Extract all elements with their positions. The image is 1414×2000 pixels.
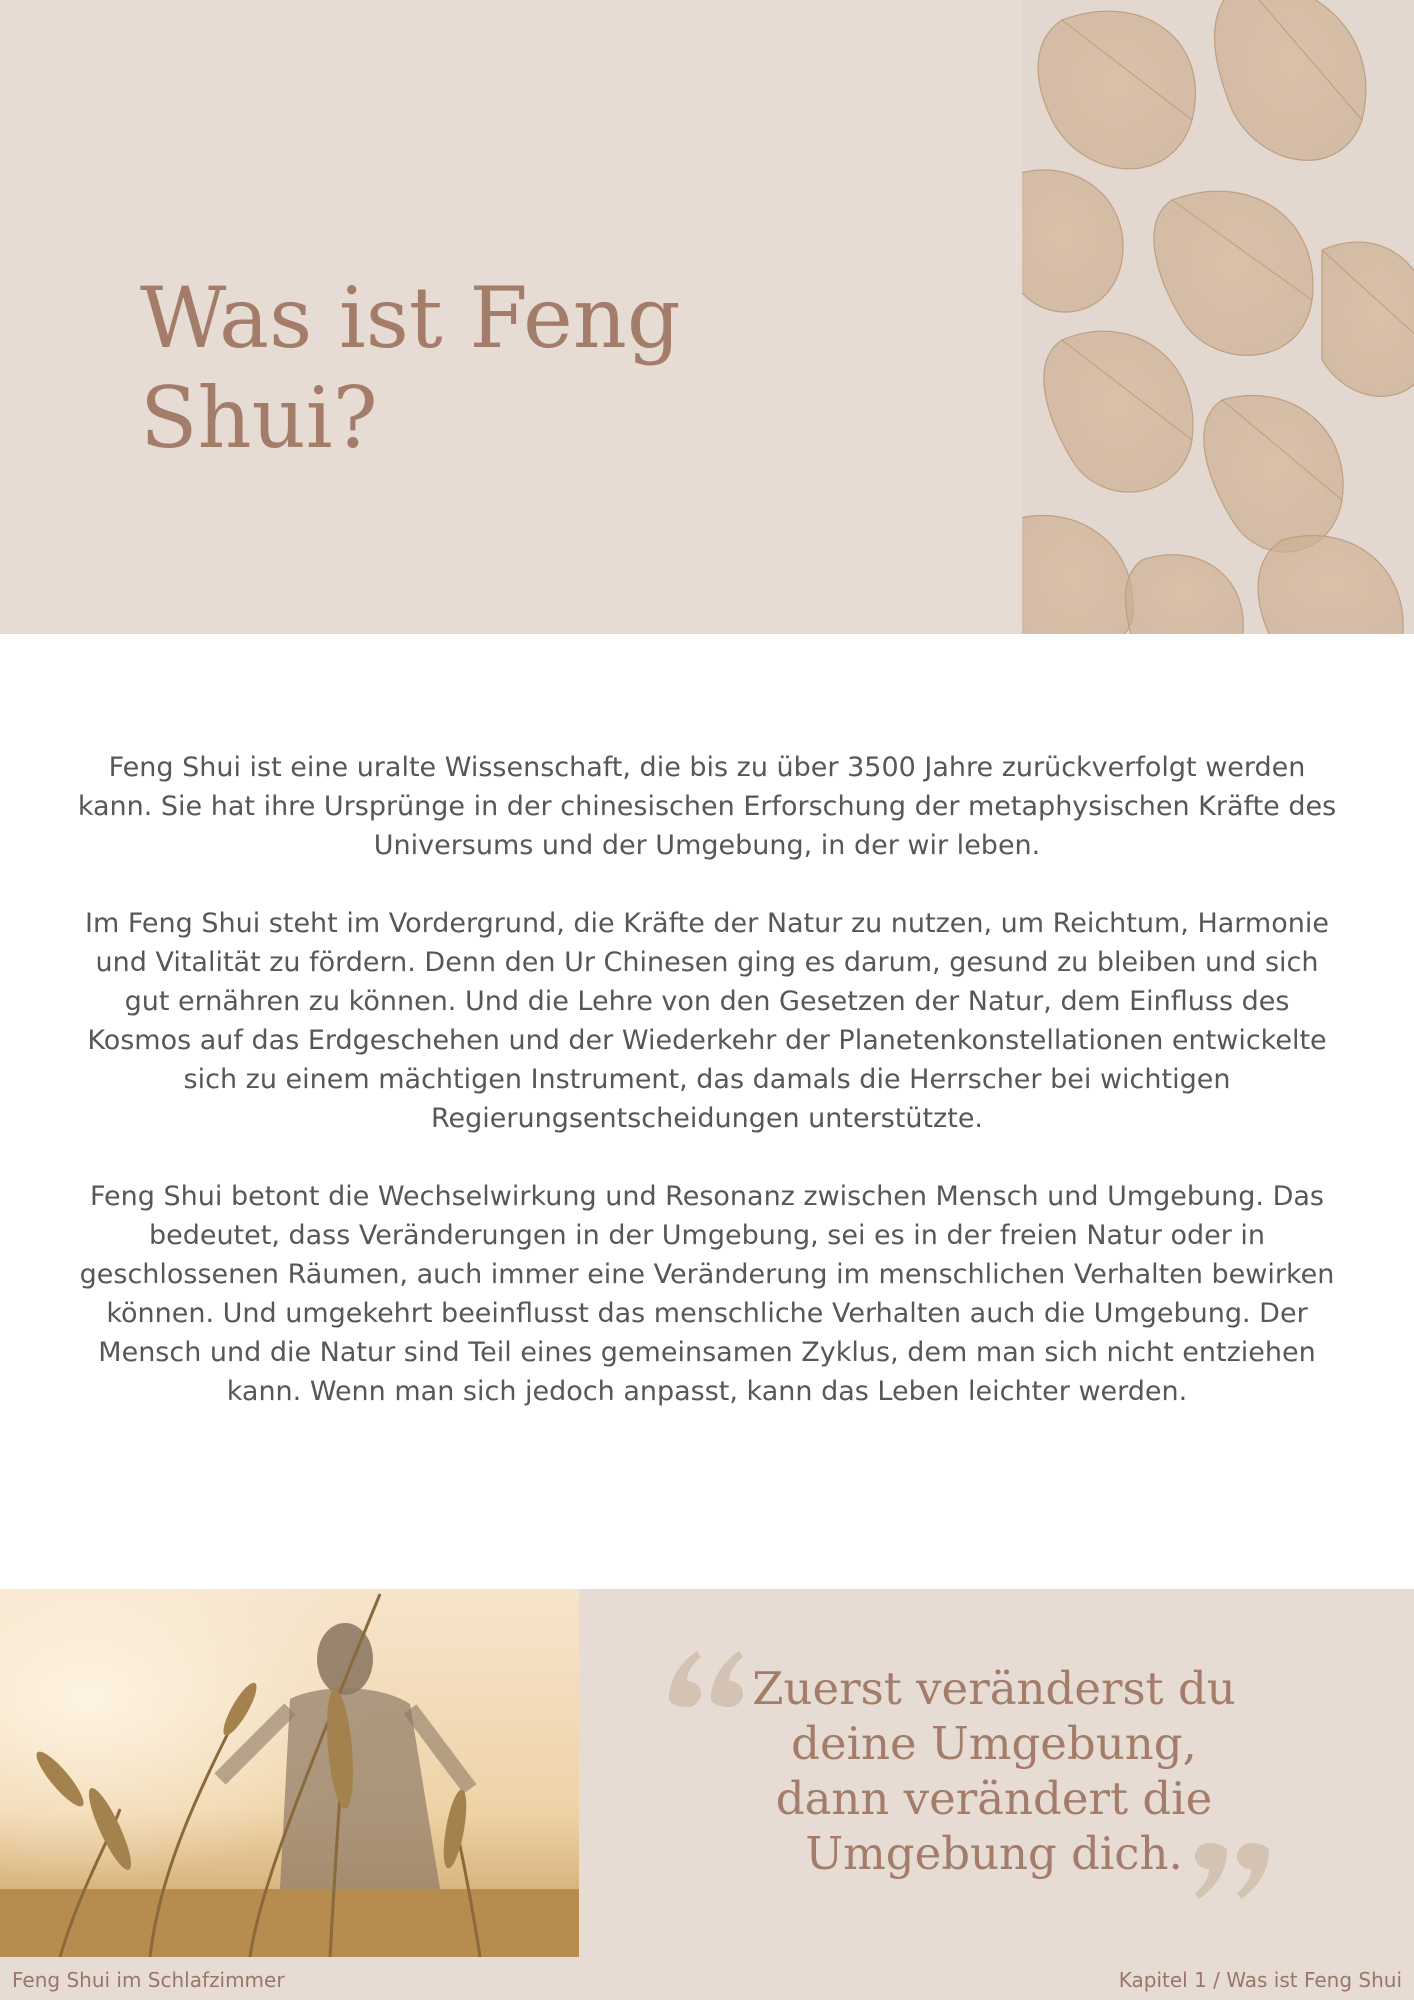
page-footer — [0, 1957, 1414, 2000]
hero-section — [0, 0, 1414, 634]
footer-document-title: Feng Shui im Schlafzimmer — [12, 1968, 285, 1992]
page-title: Was ist Feng Shui? — [140, 269, 681, 467]
quote-text: Zuerst veränderst du deine Umgebung, dann verändert die Umgebung dich. — [752, 1662, 1236, 1880]
quote-box — [579, 1589, 1414, 1957]
body-text — [70, 748, 1344, 1450]
dried-leaves-image — [1022, 0, 1414, 634]
paragraph-3: Feng Shui betont die Wechselwirkung und Resonanz zwischen Mensch und Umgebung. Das bedeutet, dass Veränderungen in der Umgebung, sei es in der freien Natur oder in geschlossenen Räumen, auch immer eine Veränderung im menschlichen Verhalten bewirken können. Und umgekehrt beeinflusst das menschliche Verhalten auch die Umgebung. Der Mensch und die Natur sind Teil eines gemeinsamen Zyklus, dem man sich nicht entziehen kann. Wenn man sich jedoch anpasst, kann das Leben leichter werden. — [79, 1181, 1335, 1407]
close-quote-icon — [1187, 1839, 1277, 1909]
paragraph-1: Feng Shui ist eine uralte Wissenschaft, die bis zu über 3500 Jahre zurückverfolgt werden kann. Sie hat ihre Ursprünge in der chinesischen Erforschung der metaphysischen Kräfte des Universums und der Umgebung, in der wir leben. — [77, 752, 1337, 861]
footer-chapter-label: Kapitel 1 / Was ist Feng Shui — [1118, 1968, 1402, 1992]
wheat-field-image — [0, 1589, 579, 1957]
paragraph-2: Im Feng Shui steht im Vordergrund, die Kräfte der Natur zu nutzen, um Reichtum, Harmonie und Vitalität zu fördern. Denn den Ur Chinesen ging es darum, gesund zu bleiben und sich gut ernähren zu können. Und die Lehre von den Gesetzen der Natur, dem Einfluss des Kosmos auf das Erdgeschehen und der Wiederkehr der Planetenkonstellationen entwickelte sich zu einem mächtigen Instrument, das damals die Herrscher bei wichtigen Regierungsentscheidungen unterstützte. — [85, 908, 1329, 1134]
